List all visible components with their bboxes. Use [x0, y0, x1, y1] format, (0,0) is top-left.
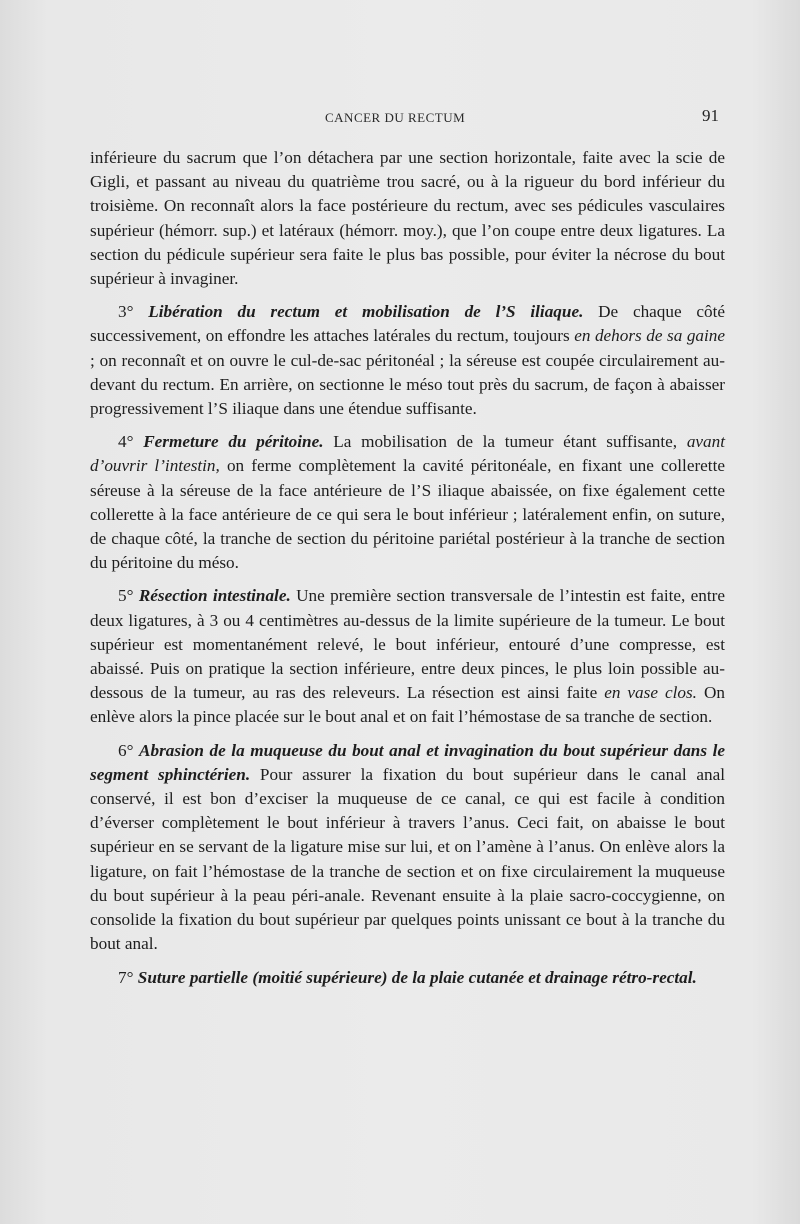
step-heading: Suture partielle (moitié supérieure) de la plaie cutanée et drainage rétro-rectal. [137, 967, 697, 987]
paragraph-text: inférieure du sacrum que l’on détachera par une section horizontale, faite avec la scie de Gigli, et passant au niveau du quatrième trou sacré, ou à la rigueur du bord inférieur du troisième. On reconnaît alors la face postérieure du rectum, avec ses pédicules vasculaires supérieur (hémorr. sup.) et latéraux (hémorr. moy.), que l’on coupe entre deux ligatures. La section du pédicule supérieur sera faite le plus bas possible, pour éviter la nécrose du bout supérieur à invaginer. [90, 148, 725, 289]
paragraph-text: on ferme complètement la cavité péritonéale, en fixant une collerette séreuse à la séreuse de la face antérieure de l’S iliaque abaissée, on fixe également cette collerette à la face antérieure de ce qui sera le bout inférieur ; latéralement enfin, on suture, de chaque côté, la tranche de section du péritoine pariétal postérieur à la tranche de section du péritoine du méso. [90, 456, 725, 573]
paragraph-text: Une première section transversale de l’intestin est faite, entre deux ligatures, à 3 ou 4 centimètres au-dessus de la limite supérieure de la tumeur. Le bout supérieur est momentanément relevé, le bout inférieur, entouré d’une compresse, est abaissé. Puis on pratique la section inférieure, entre deux pinces, le plus loin possible au-dessous de la tumeur, au ras des releveurs. La résection est ainsi faite [90, 586, 726, 703]
paragraph-step-6 [90, 739, 725, 957]
paragraph-continuation [90, 146, 725, 291]
step-number: 7° [118, 967, 138, 987]
step-heading: Fermeture du péritoine. [143, 432, 324, 452]
step-number: 5° [118, 586, 139, 606]
paragraph-text: ; on reconnaît et on ouvre le cul-de-sac péritonéal ; la séreuse est coupée circulairement au-devant du rectum. En arrière, on sectionne le méso tout près du sacrum, de façon à abaisser progressivement l’S iliaque dans une étendue suffisante. [90, 350, 725, 419]
paragraph-step-3 [90, 300, 725, 421]
paragraph-step-7 [90, 966, 725, 990]
step-heading: Résection intestinale. [138, 586, 291, 606]
paragraph-text: La mobilisation de la tumeur étant suffisante, [323, 432, 687, 452]
body-text [90, 146, 725, 990]
page-header [0, 106, 800, 128]
step-heading: Abrasion de la muqueuse du bout anal et invagination du bout supérieur dans le segment sphinctérien. [90, 740, 726, 784]
emphasis-text: avant d’ouvrir l’intestin, [90, 432, 725, 476]
running-title: CANCER DU RECTUM [325, 110, 466, 125]
paragraph-step-4 [90, 430, 725, 575]
paragraph-text: De chaque côté successivement, on effondre les attaches latérales du rectum, toujours [90, 302, 726, 346]
page-number: 91 [702, 106, 719, 125]
paragraph-text: On enlève alors la pince placée sur le bout anal et on fait l’hémostase de sa tranche de section. [90, 683, 725, 727]
emphasis-text: en dehors de sa gaine [574, 326, 726, 346]
step-heading: Libération du rectum et mobilisation de l’S iliaque. [148, 302, 584, 322]
paragraph-step-5 [90, 584, 725, 729]
step-number: 3° [118, 302, 149, 322]
step-number: 4° [118, 432, 144, 452]
step-number: 6° [118, 740, 140, 760]
paragraph-text: Pour assurer la fixation du bout supérieur dans le canal anal conservé, il est bon d’exciser la muqueuse de ce canal, ce qui est facile à condition d’éverser complètement le bout inférieur à travers l’anus. Ceci fait, on abaisse le bout supérieur en se servant de la ligature mise sur lui, et on l’amène à l’anus. On enlève alors la ligature, on fait l’hémostase de la tranche de section et on fixe circulairement la muqueuse du bout supérieur à la peau péri-anale. Revenant ensuite à la plaie sacro-coccygienne, on consolide la fixation du bout supérieur par quelques points unissant ce bout à la tranche du bout anal. [90, 764, 725, 954]
emphasis-text: en vase clos. [604, 683, 697, 703]
